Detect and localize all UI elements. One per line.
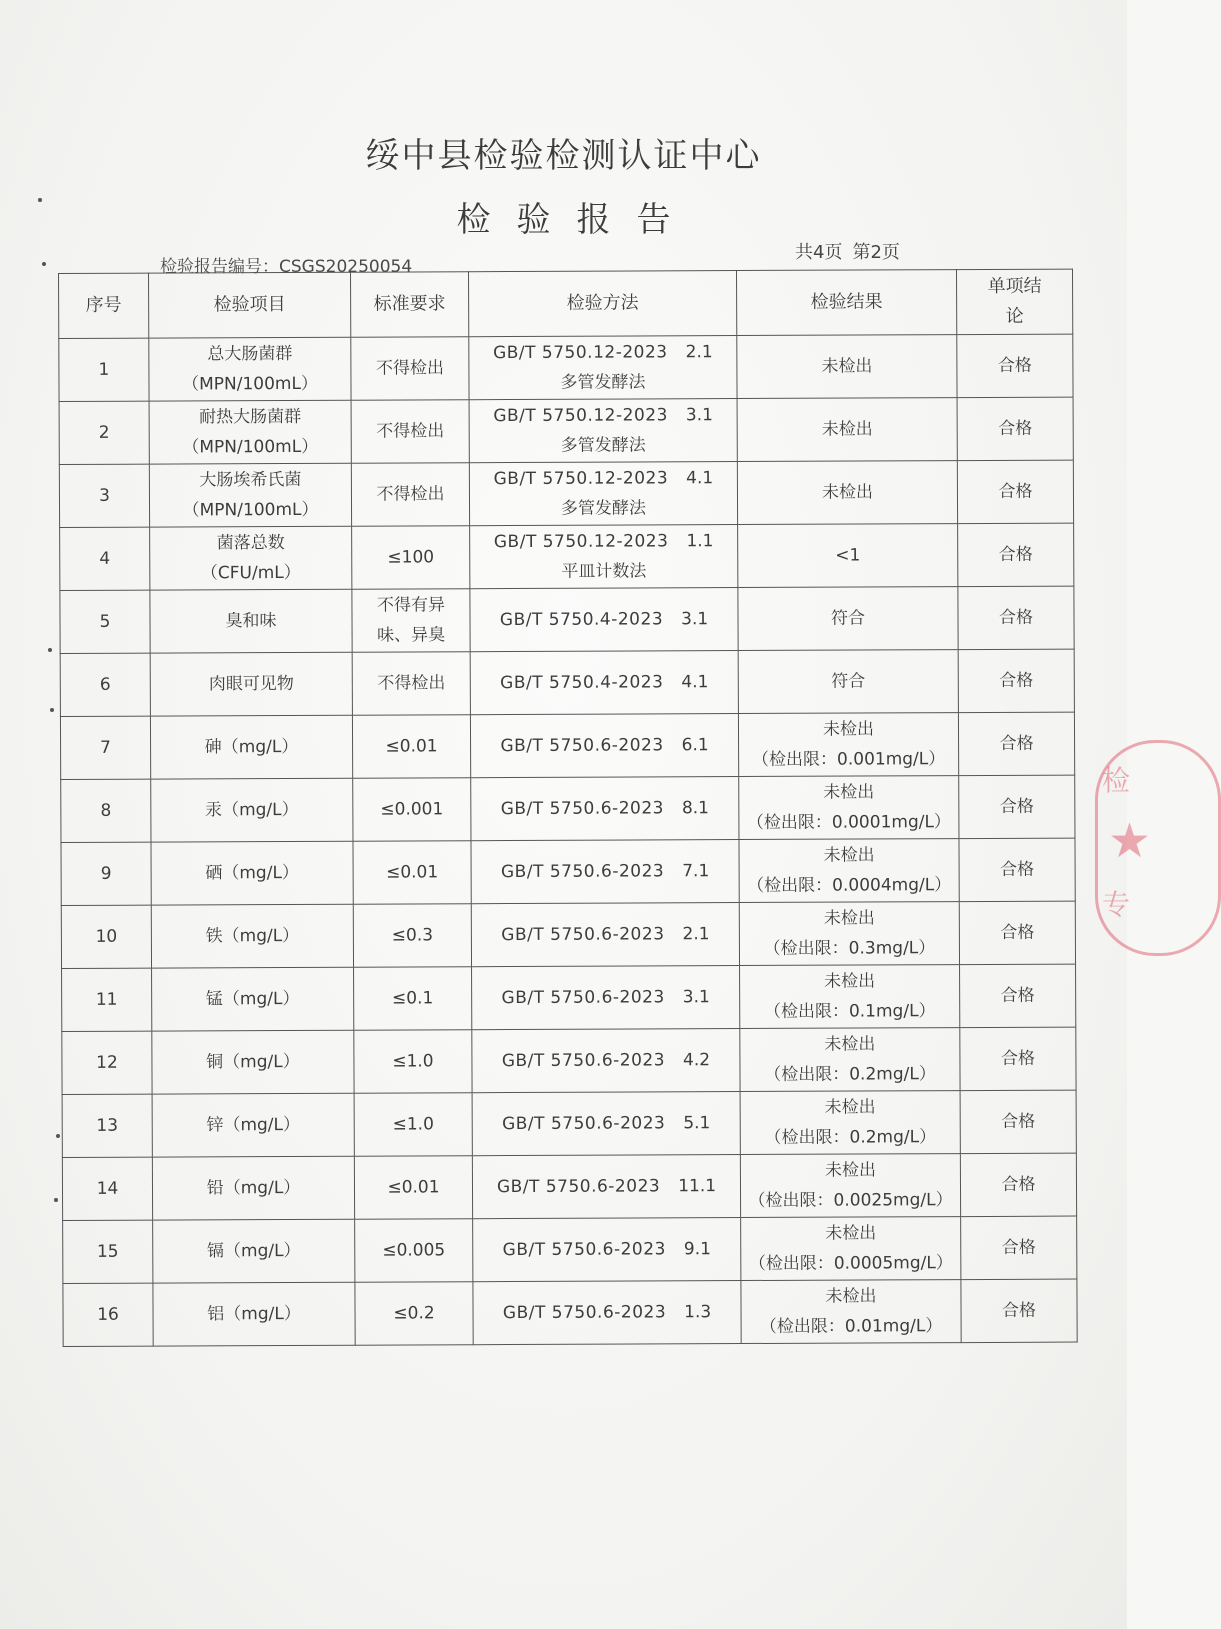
cell-item: [151, 778, 353, 842]
table-row: [61, 901, 1075, 968]
cell-no: 8: [61, 779, 151, 842]
method-section: 3.1: [685, 405, 713, 426]
cell-item: [150, 526, 352, 590]
cell-item: [150, 715, 352, 779]
cell-method: [473, 1218, 741, 1282]
results-table-wrapper: [58, 269, 1077, 1347]
cell-conclusion: 合格: [958, 586, 1074, 650]
table-row: [63, 1216, 1077, 1283]
item-name: 锰（mg/L）: [205, 988, 300, 1010]
cell-standard: [351, 337, 469, 401]
cell-item: [151, 904, 353, 968]
item-name: 砷（mg/L）: [204, 736, 299, 758]
result-value: 未检出: [825, 1286, 877, 1307]
standard-line1: ≤0.005: [382, 1240, 446, 1261]
method-code: GB/T 5750.6-2023: [502, 1113, 666, 1135]
cell-item: [150, 652, 352, 716]
method-section: 2.1: [685, 342, 713, 363]
scan-speck: [42, 262, 46, 266]
standard-line1: 不得检出: [375, 358, 444, 379]
method-section: 7.1: [682, 861, 710, 882]
cell-standard: [352, 652, 470, 716]
cell-method: [472, 1155, 740, 1219]
method-name: 多管发酵法: [560, 435, 646, 456]
cell-standard: [354, 967, 472, 1031]
table-body: [59, 334, 1077, 1346]
item-name: 肉眼可见物: [208, 673, 294, 695]
cell-standard: [351, 400, 469, 464]
doc-title: 检验报告: [456, 200, 697, 240]
table-row: [60, 523, 1074, 590]
item-name: 铝（mg/L）: [207, 1303, 301, 1325]
cell-conclusion: 合格: [957, 460, 1073, 524]
method-line1: [477, 1297, 736, 1328]
item-name: 锌（mg/L）: [206, 1114, 301, 1136]
method-line1: [475, 667, 734, 698]
detection-limit: （检出限：0.0005mg/L）: [748, 1253, 953, 1274]
item-name: 铜（mg/L）: [206, 1051, 300, 1073]
cell-standard: [355, 1282, 473, 1346]
method-code: GB/T 5750.4-2023: [499, 609, 664, 631]
cell-conclusion: 合格: [959, 901, 1075, 965]
star-icon: ★: [1108, 813, 1152, 869]
standard-line1: ≤0.01: [387, 1177, 440, 1198]
cell-standard: [353, 778, 471, 842]
cell-no: 7: [60, 716, 150, 779]
method-name: 多管发酵法: [560, 372, 646, 393]
cell-result: [738, 587, 958, 651]
col-header-conclusion-line2: 论: [1005, 305, 1024, 327]
method-code: GB/T 5750.6-2023: [502, 1302, 667, 1324]
cell-conclusion: 合格: [960, 1153, 1076, 1217]
cell-method: [471, 777, 739, 841]
method-code: GB/T 5750.6-2023: [496, 1176, 661, 1198]
col-header-conclusion-line1: 单项结: [987, 275, 1042, 297]
detection-limit: （检出限：0.2mg/L）: [764, 1064, 936, 1085]
detection-limit: （检出限：0.001mg/L）: [751, 749, 946, 770]
cell-method: [470, 651, 738, 715]
cell-result: [738, 524, 958, 588]
item-name: 铁（mg/L）: [205, 925, 300, 947]
method-code: GB/T 5750.6-2023: [500, 861, 665, 883]
result-value: 未检出: [822, 719, 875, 740]
cell-standard: [355, 1219, 473, 1283]
standard-line1: ≤1.0: [392, 1114, 434, 1135]
cell-result: [740, 965, 960, 1029]
cell-method: [472, 1092, 740, 1156]
table-row: [60, 649, 1074, 716]
standard-line1: 不得检出: [377, 673, 446, 694]
cell-item: [151, 841, 353, 905]
cell-no: 15: [63, 1220, 153, 1283]
item-name: 铅（mg/L）: [206, 1177, 301, 1199]
method-code: GB/T 5750.4-2023: [500, 672, 664, 694]
detection-limit: （检出限：0.3mg/L）: [763, 938, 936, 959]
current-page: 第2页: [852, 242, 900, 263]
cell-item: [149, 337, 351, 401]
method-code: GB/T 5750.12-2023: [493, 405, 668, 427]
cell-conclusion: 合格: [958, 712, 1074, 776]
result-value: 未检出: [823, 782, 875, 803]
cell-method: [470, 525, 738, 589]
method-line1: [473, 337, 732, 368]
result-value: 符合: [831, 671, 866, 692]
item-name: 耐热大肠菌群: [199, 406, 302, 428]
detection-limit: （检出限：0.0025mg/L）: [748, 1190, 953, 1211]
cell-standard: [352, 589, 470, 653]
cell-conclusion: 合格: [959, 838, 1075, 902]
cell-result: [739, 902, 959, 966]
method-line1: [474, 604, 733, 635]
cell-no: 9: [61, 842, 151, 905]
standard-line2: 味、异臭: [377, 625, 446, 646]
standard-line1: 不得检出: [376, 421, 445, 442]
result-value: 未检出: [824, 971, 876, 992]
table-row: [63, 1279, 1077, 1346]
item-name: 臭和味: [225, 611, 277, 632]
cell-item: [150, 589, 352, 653]
method-code: GB/T 5750.6-2023: [501, 987, 665, 1009]
result-value: 未检出: [823, 845, 875, 866]
result-value: 符合: [830, 608, 866, 629]
method-section: 9.1: [683, 1239, 711, 1260]
table-row: [59, 460, 1073, 527]
cell-result: [737, 335, 957, 399]
cell-conclusion: 合格: [957, 397, 1073, 461]
cell-conclusion: 合格: [960, 1027, 1076, 1091]
detection-limit: （检出限：0.2mg/L）: [764, 1127, 937, 1148]
method-section: 4.1: [686, 468, 714, 489]
cell-standard: [352, 715, 470, 779]
detection-limit: （检出限：0.01mg/L）: [759, 1316, 943, 1337]
col-header-no: 序号: [59, 273, 149, 338]
standard-line1: ≤0.3: [391, 925, 434, 946]
scan-speck: [48, 648, 52, 652]
method-section: 4.2: [682, 1050, 711, 1071]
scan-speck: [54, 1198, 58, 1202]
cell-result: [741, 1217, 961, 1281]
cell-no: 16: [63, 1283, 153, 1346]
standard-line1: ≤0.1: [391, 988, 434, 1009]
method-code: GB/T 5750.12-2023: [492, 342, 668, 364]
cell-conclusion: 合格: [961, 1279, 1077, 1343]
cell-no: 13: [62, 1094, 152, 1157]
method-line1: [474, 400, 733, 431]
method-section: 8.1: [681, 798, 710, 819]
table-header-row: [59, 269, 1073, 338]
cell-no: 11: [62, 968, 152, 1031]
method-code: GB/T 5750.6-2023: [500, 798, 664, 820]
table-row: [62, 1027, 1076, 1094]
method-section: 1.3: [684, 1302, 712, 1323]
cell-result: [739, 776, 959, 840]
method-line1: [477, 1171, 736, 1202]
standard-line1: 不得有异: [376, 595, 445, 616]
method-section: 6.1: [681, 735, 709, 756]
method-section: 11.1: [678, 1176, 717, 1197]
table-row: [59, 334, 1073, 401]
scan-speck: [50, 708, 54, 712]
cell-no: 2: [59, 401, 149, 464]
method-line1: [474, 526, 733, 557]
cell-item: [149, 463, 351, 527]
result-value: 未检出: [821, 419, 873, 440]
cell-conclusion: 合格: [960, 1090, 1076, 1154]
method-line1: [476, 856, 735, 887]
method-section: 3.1: [681, 609, 709, 630]
result-value: 未检出: [825, 1223, 877, 1244]
scan-speck: [38, 198, 42, 202]
result-value: 未检出: [821, 482, 874, 503]
method-section: 5.1: [683, 1113, 711, 1134]
report-number-label: 检验报告编号：: [160, 257, 279, 277]
cell-conclusion: 合格: [961, 1216, 1077, 1280]
cell-standard: [354, 1030, 472, 1094]
item-name: 菌落总数: [216, 533, 285, 554]
table-row: [60, 586, 1074, 653]
cell-no: 4: [60, 527, 150, 590]
result-value: 未检出: [824, 1034, 876, 1055]
detection-limit: （检出限：0.0004mg/L）: [747, 875, 952, 896]
cell-result: [740, 1154, 960, 1218]
cell-no: 6: [60, 653, 150, 716]
cell-result: [738, 650, 958, 714]
cell-item: [149, 400, 351, 464]
cell-method: [470, 588, 738, 652]
cell-method: [473, 1281, 741, 1345]
table-row: [59, 397, 1073, 464]
page-count: [795, 238, 910, 264]
org-name: 绥中县检验检测认证中心: [365, 136, 762, 176]
item-name: 硒（mg/L）: [205, 862, 299, 884]
result-value: <1: [835, 545, 861, 566]
standard-line1: ≤0.01: [385, 736, 438, 757]
cell-conclusion: 合格: [959, 775, 1075, 839]
cell-item: [152, 1093, 354, 1157]
stamp-text-bottom: 专: [1102, 888, 1131, 921]
standard-line1: ≤0.001: [380, 799, 444, 820]
cell-result: [737, 398, 957, 462]
standard-line1: 不得检出: [376, 484, 445, 505]
cell-conclusion: 合格: [958, 649, 1074, 713]
cell-method: [472, 1029, 740, 1093]
standard-line1: ≤0.2: [393, 1303, 435, 1324]
detection-limit: （检出限：0.1mg/L）: [763, 1001, 936, 1022]
method-code: GB/T 5750.12-2023: [493, 531, 669, 553]
result-value: 未检出: [823, 908, 875, 929]
method-line1: [476, 982, 735, 1013]
method-line1: [475, 730, 734, 761]
method-line1: [476, 919, 735, 950]
table-row: [60, 712, 1074, 779]
cell-no: 1: [59, 338, 149, 401]
method-line1: [474, 463, 733, 494]
cell-no: 3: [59, 464, 149, 527]
detection-limit: （检出限：0.0001mg/L）: [746, 812, 951, 833]
cell-conclusion: 合格: [960, 964, 1076, 1028]
cell-conclusion: 合格: [957, 334, 1073, 398]
method-name: 多管发酵法: [560, 498, 647, 519]
item-name: 大肠埃希氏菌: [199, 469, 302, 491]
col-header-item: 检验项目: [149, 272, 351, 338]
table-row: [62, 1090, 1076, 1157]
standard-line1: ≤0.01: [386, 862, 439, 883]
cell-item: [152, 967, 354, 1031]
table-row: [62, 964, 1076, 1031]
cell-method: [470, 714, 738, 778]
cell-result: [740, 1091, 960, 1155]
table-row: [61, 775, 1075, 842]
method-code: GB/T 5750.6-2023: [501, 924, 665, 946]
scan-speck: [56, 1134, 60, 1138]
cell-item: [152, 1156, 354, 1220]
method-code: GB/T 5750.6-2023: [501, 1050, 666, 1072]
method-section: 2.1: [682, 924, 710, 945]
result-value: 未检出: [824, 1097, 876, 1118]
cell-standard: [353, 841, 471, 905]
method-name: 平皿计数法: [561, 561, 647, 582]
method-line1: [477, 1108, 736, 1139]
item-name: 汞（mg/L）: [205, 799, 299, 821]
col-header-conclusion: [956, 269, 1072, 335]
cell-standard: [351, 463, 469, 527]
cell-method: [469, 399, 737, 463]
cell-method: [469, 462, 737, 526]
standard-line1: ≤100: [387, 547, 435, 568]
stamp-text-top: 检: [1102, 764, 1131, 797]
cell-method: [472, 966, 740, 1030]
item-unit: （MPN/100mL）: [182, 499, 319, 521]
cell-conclusion: 合格: [958, 523, 1074, 587]
standard-line1: ≤1.0: [392, 1051, 434, 1072]
cell-result: [739, 839, 959, 903]
cell-no: 10: [61, 905, 151, 968]
cell-result: [741, 1280, 961, 1344]
cell-method: [471, 840, 739, 904]
report-number-value: CSGS20250054: [279, 257, 413, 277]
item-unit: （CFU/mL）: [200, 562, 301, 584]
cell-no: 14: [62, 1157, 152, 1220]
method-code: GB/T 5750.6-2023: [500, 735, 664, 757]
item-name: 总大肠菌群: [207, 343, 293, 365]
cell-result: [738, 713, 958, 777]
results-table: [58, 269, 1078, 1347]
col-header-method: 检验方法: [468, 271, 736, 337]
cell-standard: [354, 1156, 472, 1220]
item-unit: （MPN/100mL）: [182, 436, 319, 458]
cell-item: [153, 1282, 355, 1346]
result-value: 未检出: [824, 1160, 876, 1181]
table-row: [62, 1153, 1076, 1220]
cell-standard: [353, 904, 471, 968]
method-code: GB/T 5750.12-2023: [493, 468, 669, 490]
col-header-standard: 标准要求: [350, 272, 468, 338]
cell-standard: [354, 1093, 472, 1157]
cell-method: [469, 336, 737, 400]
cell-standard: [352, 526, 470, 590]
cell-result: [737, 461, 957, 525]
method-code: GB/T 5750.6-2023: [502, 1239, 666, 1261]
cell-item: [153, 1219, 355, 1283]
method-line1: [476, 1045, 735, 1076]
cell-no: 5: [60, 590, 150, 653]
method-section: 3.1: [682, 987, 710, 1008]
total-pages: 共4页: [795, 242, 843, 263]
cell-no: 12: [62, 1031, 152, 1094]
red-seal-stamp: [1095, 740, 1221, 956]
item-name: 镉（mg/L）: [206, 1240, 301, 1262]
item-unit: （MPN/100mL）: [182, 373, 318, 395]
col-header-result: 检验结果: [736, 270, 956, 336]
method-section: 4.1: [681, 672, 709, 693]
result-value: 未检出: [821, 356, 873, 377]
cell-method: [471, 903, 739, 967]
method-line1: [477, 1234, 736, 1265]
cell-result: [740, 1028, 960, 1092]
method-line1: [475, 793, 734, 824]
cell-item: [152, 1030, 354, 1094]
method-section: 1.1: [686, 531, 714, 552]
table-row: [61, 838, 1075, 905]
